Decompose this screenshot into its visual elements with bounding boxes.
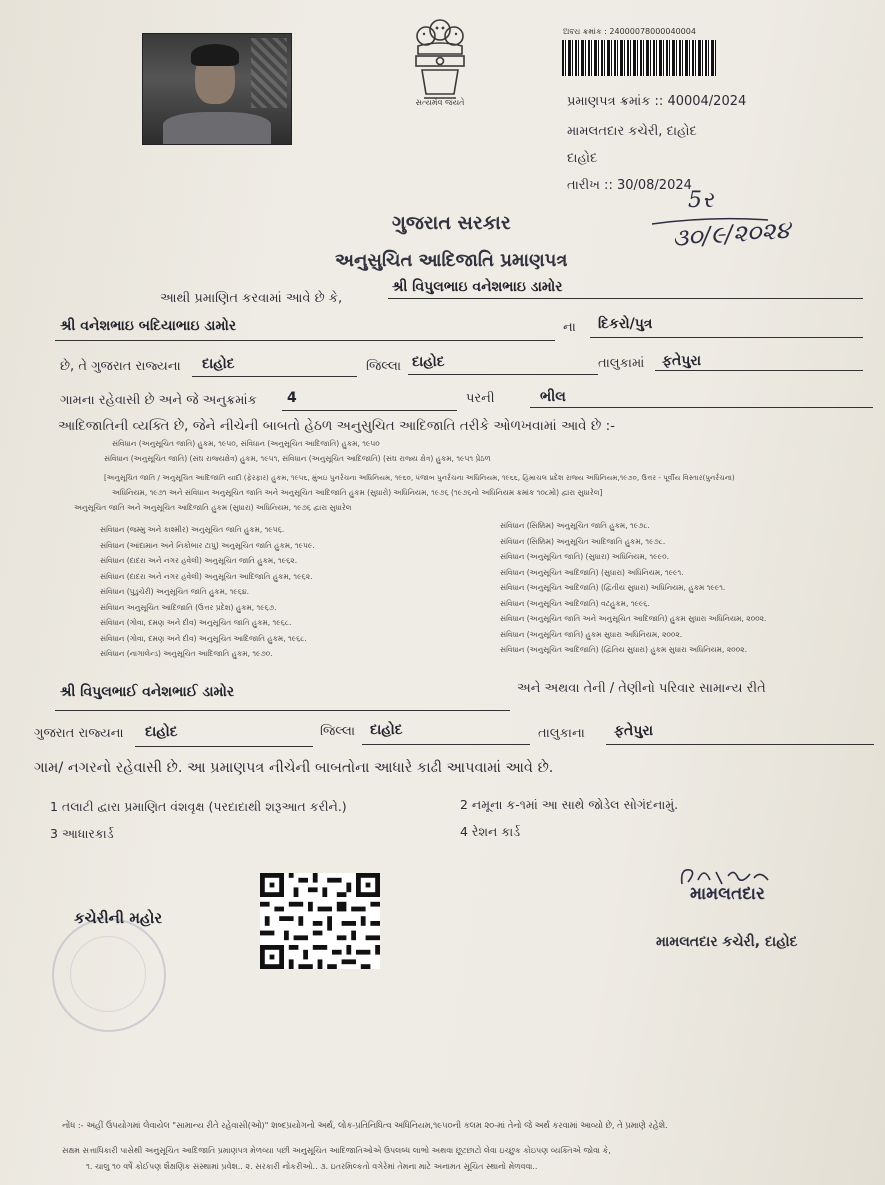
father-name: શ્રી વનેશભાઇ બદિયાભાઇ ડામોર	[60, 318, 237, 334]
order-item: સંવિધાન (અનુસૂચિત આદિજાતિ) (દ્વિતીય સુધારા) અધિનિયમ, હુકમ ૧૯૯૧.	[500, 583, 726, 592]
certificate-number: પ્રમાણપત્ર ક્રમાંક :: 40004/2024	[567, 94, 747, 109]
family-label: અને અથવા તેની / તેણીનો પરિવાર સામાન્ય રીતે	[517, 681, 766, 696]
signature-designation: મામલતદાર	[690, 884, 765, 904]
office-city: દાહોદ	[567, 151, 598, 166]
orders-left-column	[100, 525, 480, 665]
footer-note: નોંધ :- અહીં ઉપયોગમાં લેવાયેલ "સામાન્ય રીતે રહેવાસી(ઓ)" શબ્દપ્રયોગનો અર્થ, લોક-પ્રતિનિધિત્વ અધિનિયમ,૧૯૫૦ની કલમ ૨૦-માં તેનો જે અર્થ કરવામાં આવ્યો છે, તે પ્રમાણે રહેશે.	[62, 1120, 668, 1130]
order-item: સંવિધાન (અનુસૂચિત જાતિ) (સુધારા) અધિનિયમ, ૧૯૯૦.	[500, 552, 669, 561]
emblem-motto: સત્યમેવ જયતે	[415, 98, 465, 107]
footer-line: ૧. ચાલુ ૧૦ વર્ષે કોઈપણ શૈક્ષણિક સંસ્થામાં પ્રવેશ.. ૨. સરકારી નોકરીઓ.. ૩. ઇતરમિલ્કતો વગેરેમાં તેમના માટે અનામત સૂચિત સ્થાનો મેળવવા..	[86, 1162, 538, 1171]
certificate-title: અનુસુચિત આદિજાતિ પ્રમાણપત્ર	[335, 250, 568, 271]
barcode	[562, 40, 716, 76]
part-label: પરની	[466, 391, 495, 406]
basis-item: 2 નમૂના ક-૧માં આ સાથે જોડેલ સોગંદનામું.	[460, 797, 679, 812]
tribe-name: ભીલ	[540, 389, 566, 405]
order-item: સંવિધાન અનુસૂચિત આદિજાતિ (ઉત્તર પ્રદેશ) હુકમ, ૧૯૬૭.	[100, 602, 277, 612]
orders-right-column	[500, 521, 880, 661]
order-item: સંવિધાન (સિક્કિમ) અનુસૂચિત જાતિ હુકમ, ૧૯૭૮.	[500, 521, 650, 530]
order-item: સંવિધાન (ગોવા, દમણ અને દીવ) અનુસૂચિત આદિજાતિ હુકમ, ૧૯૬૮.	[100, 633, 307, 643]
order-item: સંવિધાન (અનુસૂચિત આદિજાતિ) વટહુકમ, ૧૯૯૬.	[500, 598, 650, 608]
order-item: સંવિધાન (અનુસૂચિત આદિજાતિ) (સુધારા) અધિનિયમ, ૧૯૯૧.	[500, 567, 684, 577]
order-line: [અનુસૂચિત જાતિ / અનુસૂચિત આદિજાતિ યાદી (ફેરફાર) હુકમ, ૧૯૫૬, મુંબઇ પુનર્રચના અધિનિયમ, ૧૯૬૦, પંજાબ પુનર્રચના અધિનિયમ, ૧૯૬૬, હિમાચલ પ્રદેશ રાજ્ય અધિનિયમ,૧૯૭૦, ઉત્તર - પૂર્વીય વિસ્તાર(પુનર્રચના)	[104, 473, 735, 482]
order-item: સંવિધાન (ગોવા, દમણ અને દીવ) અનુસૂચિત જાતિ હુકમ, ૧૯૬૮.	[100, 618, 292, 627]
signatory-office: મામલતદાર કચેરી, દાહોદ	[656, 934, 798, 950]
basis-item: 3 આધારકાર્ડ	[50, 826, 114, 841]
relation-prefix: ના	[563, 320, 576, 335]
order-line: અનુસૂચિત જાતિ અને અનુસૂચિત આદિજાતિ હુકમ (સુધારા) અધિનિયમ, ૧૯૭૬ દ્વારા સુધારેલ	[74, 503, 352, 512]
relation: દિકરો/પુત્ર	[598, 316, 653, 332]
office-seal-label: કચેરીની મહોર	[74, 909, 163, 927]
taluka-label: તાલુકામાં	[598, 356, 645, 371]
barcode-number: ଅବଧ ક્રમાંક : 24000078000040004	[563, 27, 696, 36]
order-item: સંવિધાન (અનુસૂચિત જાતિ અને અનુસૂચિત આદિજાતિ) હુકમ સુધારા અધિનિયમ, ૨૦૦૨.	[500, 614, 767, 623]
tribe-statement: આદિજાતિની વ્યક્તિ છે, જેને નીચેની બાબતો હેઠળ અનુસુચિત આદિજાતિ તરીકે ઓળખવામાં આવે છે :-	[58, 418, 616, 434]
taluka-label-2: તાલુકાના	[538, 726, 585, 741]
district-name-2: દાહોદ	[412, 354, 445, 370]
district-label: જિલ્લા	[366, 359, 402, 374]
order-item: સંવિધાન (નાગાલેન્ડ) અનુસૂચિત આદિજાતિ હુકમ, ૧૯૭૦.	[100, 649, 273, 658]
district-name-1: દાહોદ	[202, 356, 235, 372]
district-name-3: દાહોદ	[145, 724, 178, 740]
basis-item: 4 રેશન કાર્ડ	[460, 824, 521, 839]
taluka-name: ફતેપુરા	[662, 353, 702, 369]
order-item: સંવિધાન (દાદરા અને નગર હવેલી) અનુસૂચિત જાતિ હુકમ, ૧૯૬૨.	[100, 556, 298, 565]
order-item: સંવિધાન (જમ્મુ અને કાશ્મીર) અનુસૂચિત જાતિ હુકમ, ૧૯૫૬.	[100, 525, 285, 534]
order-item: સંવિધાન (અનુસૂચિત આદિજાતિ) (દ્વિતિય સુધારા) હુકમ સુધારા અધિનિયમ, ૨૦૦૨.	[500, 645, 747, 654]
state-label: છે, તે ગુજરાત રાજ્યના	[60, 359, 181, 374]
person-name: શ્રી વિપુલભાઇ વનેશભાઇ ડામોર	[392, 279, 563, 295]
district-label-2: જિલ્લા	[320, 724, 356, 739]
order-item: સંવિધાન (પુડુચેરી) અનુસૂચિત જાતિ હુકમ, ૧૯૬૪.	[100, 587, 249, 596]
basis-statement: ગામ/ નગરનો રહેવાસી છે. આ પ્રમાણપત્ર નીચેની બાબતોના આધારે કાઢી આપવામાં આવે છે.	[34, 760, 554, 776]
order-item: સંવિધાન (આંદામાન અને નિકોબાર ટાપુ) અનુસૂચિત જાતિ હુકમ, ૧૯૫૯.	[100, 540, 315, 550]
order-line: સંવિધાન (અનુસૂચિત જાતિ) હુકમ, ૧૯૫૦, સંવિધાન (અનુસૂચિત આદિજાતિ) હુકમ, ૧૯૫૦	[112, 439, 380, 448]
issue-date: તારીખ :: 30/08/2024	[567, 178, 692, 193]
state-label-2: ગુજરાત રાજ્યના	[34, 726, 124, 741]
applicant-photo	[142, 33, 292, 145]
handwritten-date: ૩૦/૯/૨૦૨૪	[671, 215, 792, 253]
person-name-repeat: શ્રી વિપુલભાઈ વનેશભાઈ ડામોર	[60, 684, 235, 700]
qr-code	[260, 873, 380, 969]
resident-label: ગામના રહેવાસી છે અને જે અનુક્રમાંક	[60, 393, 257, 408]
government-title: ગુજરાત સરકાર	[392, 212, 511, 234]
order-line: સંવિધાન (અનુસૂચિત જાતિ) (સંઘ રાજ્યક્ષેત્ર) હુકમ, ૧૯૫૧, સંવિધાન (અનુસૂચિત આદિજાતિ) (સંઘ રાજ્ય ક્ષેત્ર) હુકમ, ૧૯૫૧ પ્રેઠળ	[104, 454, 491, 463]
order-item: સંવિધાન (દાદરા અને નગર હવેલી) અનુસૂચિત આદિજાતિ હુકમ, ૧૯૬૨.	[100, 571, 313, 581]
office-seal-inner	[70, 936, 146, 1012]
handwritten-stroke	[650, 214, 770, 228]
serial-number: 4	[287, 390, 297, 406]
taluka-name-2: ફતેપુરા	[614, 723, 654, 739]
footer-line: સક્ષમ સત્તાધિકારી પાસેથી અનુસૂચિત આદિજાતિ પ્રમાણપત્ર મેળવ્યા પછી અનુસૂચિત આદિજાતિઓએ ઉપલબ્ધ લાભો અથવા છૂટછાટો લેવા ઇચ્છુક કોઇપણ વ્યક્તિએ જોવા કે,	[62, 1146, 611, 1155]
order-item: સંવિધાન (સિક્કિમ) અનુસૂચિત આદિજાતિ હુકમ, ૧૯૭૮.	[500, 536, 666, 546]
order-item: સંવિધાન (અનુસૂચિત જાતિ) હુકમ સુધારા અધિનિયમ, ૨૦૦૨.	[500, 629, 683, 639]
basis-item: 1 તલાટી દ્વારા પ્રમાણિત વંશવૃક્ષ (પરદાદાથી શરૂઆત કરીને.)	[50, 799, 347, 814]
office-line: મામલતદાર કચેરી, દાહોદ	[567, 124, 697, 139]
certify-label: આથી પ્રમાણિત કરવામાં આવે છે કે,	[160, 291, 343, 306]
district-name-4: દાહોદ	[370, 722, 403, 738]
order-line: અધિનિયમ, ૧૯૭૧ અને સંવિધાન અનુસૂચિત જાતિ અને અનુસૂચિત આદિજાતિ હુકમ (સુધારો) અધિનિયમ, ૧૯૭૬ (૧૯૭૬નો અધિનિયમ ક્રમાંક ૧૦૮મો) દ્વારા સુધારેલ]	[112, 488, 603, 497]
handwritten-inward-number: 5ર	[688, 188, 714, 213]
